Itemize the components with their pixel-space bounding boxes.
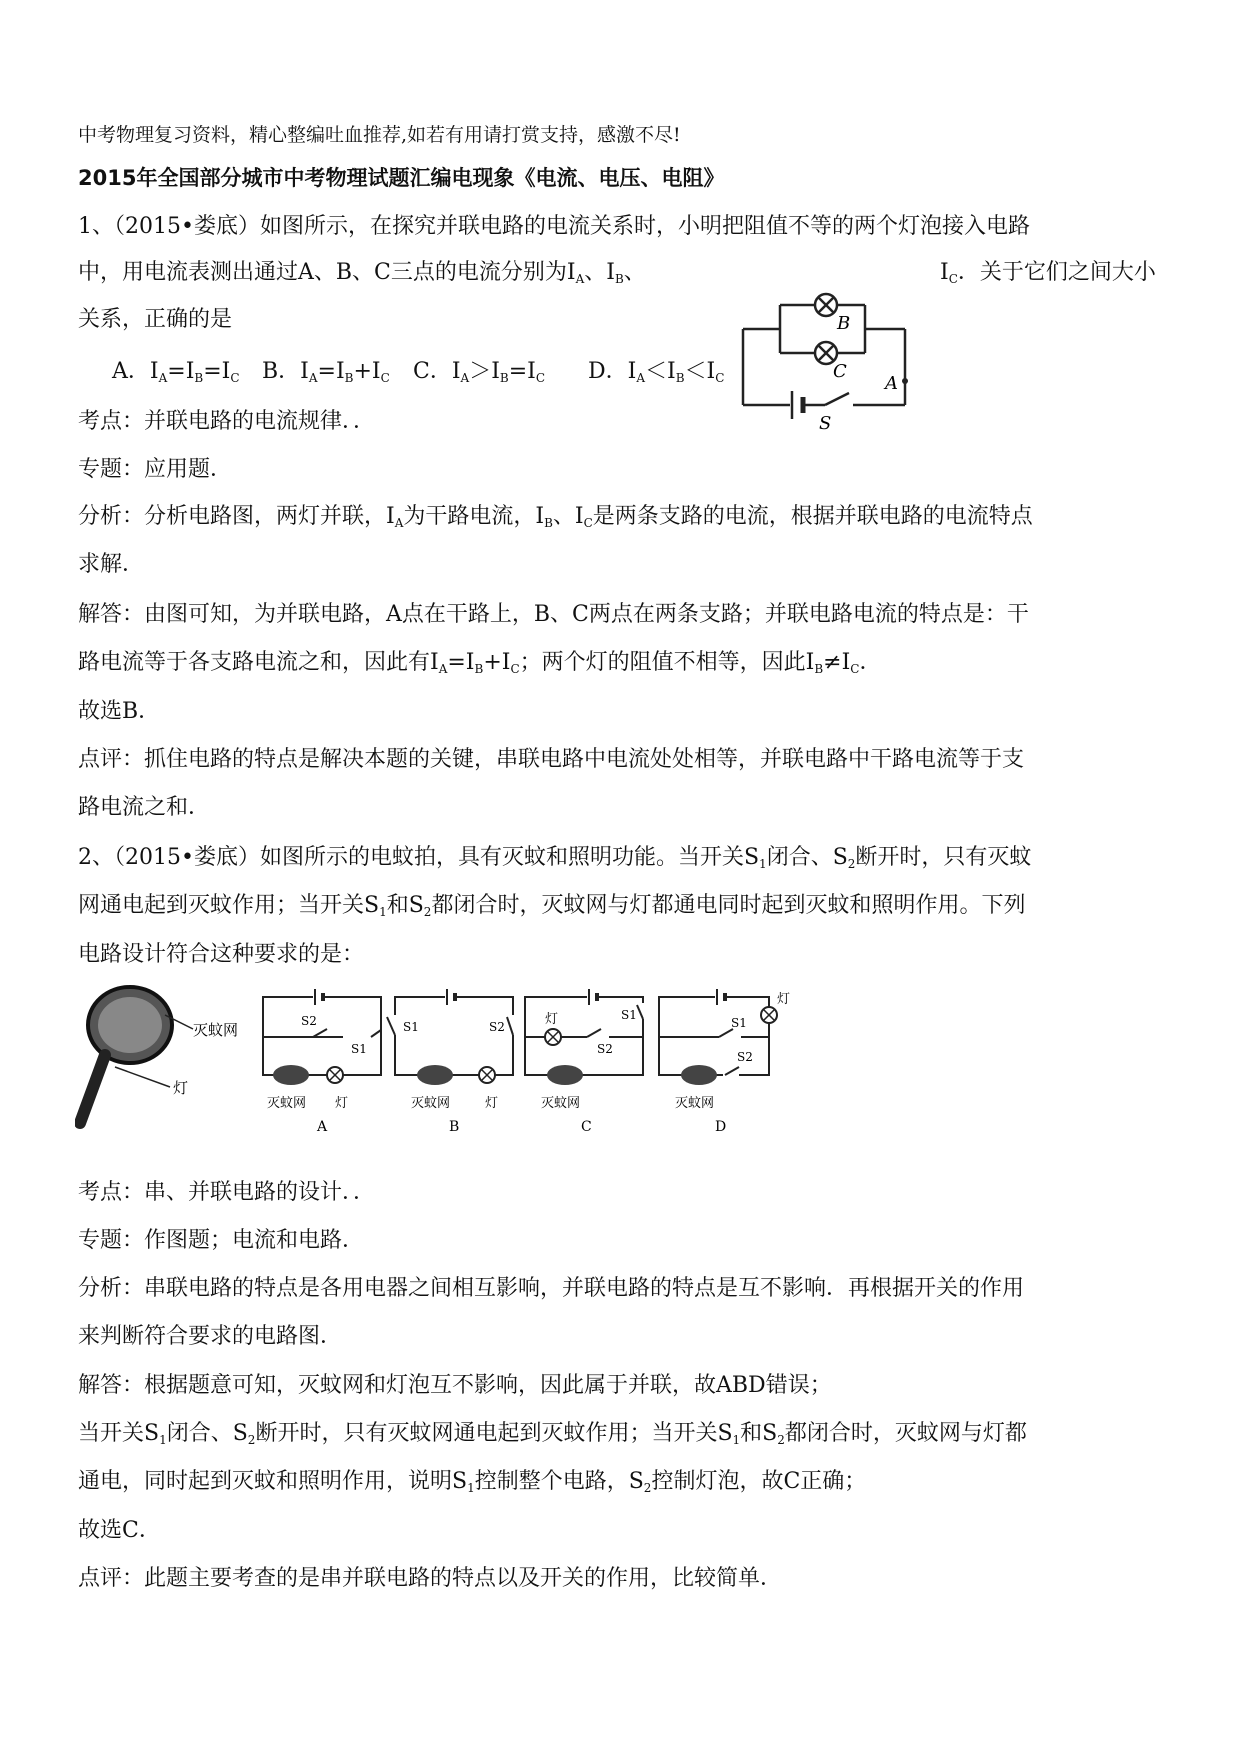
circuit-c-s2: S2 (597, 1042, 613, 1056)
q1-jieda-line1: 解答：由图可知，为并联电路，A点在干路上，B、C两点在两条支路；并联电路电流的特点是：干 (78, 602, 1029, 627)
circuit-a-s1: S1 (351, 1042, 367, 1056)
q1-dianping-line2: 路电流之和． (78, 795, 211, 820)
q2-answer: 故选C． (78, 1518, 161, 1543)
racket-lamp-label: 灯 (173, 1079, 189, 1097)
circuit-b-lamp-label: 灯 (485, 1096, 499, 1111)
circuit-c (525, 989, 646, 1135)
q2-jieda-line3: 通电，同时起到灭蚊和照明作用，说明$S_1$控制整个电路，$S_2$控制灯泡，故C正确； (78, 1469, 867, 1495)
mosquito-racket-illustration (80, 987, 193, 1123)
page-header-note: 中考物理复习资料，精心整编吐血推荐,如若有用请打赏支持，感激不尽! (78, 124, 681, 146)
circuit-a-s2: S2 (301, 1014, 317, 1028)
q2-fenxi-line2: 来判断符合要求的电路图． (78, 1324, 343, 1349)
racket-net-label: 灭蚊网 (193, 1021, 239, 1039)
circuit-d-lamp-label: 灯 (777, 992, 791, 1007)
circuit-c-s1: S1 (621, 1008, 637, 1022)
q1-zhuanti: 专题：应用题． (78, 457, 233, 482)
q1-circuit-diagram (735, 285, 915, 435)
q2-zhuanti: 专题：作图题；电流和电路． (78, 1228, 365, 1253)
circuit-b-caption: B (449, 1119, 460, 1135)
q2-dianping: 点评：此题主要考查的是串并联电路的特点以及开关的作用，比较简单． (78, 1566, 783, 1591)
point-a-dot (902, 378, 908, 384)
q1-stem-line2-tail: $I_C$．关于它们之间大小 (940, 260, 1156, 286)
circuit-d-s1: S1 (731, 1016, 747, 1030)
q2-stem-line1: 2、（2015•娄底）如图所示的电蚊拍，具有灭蚊和照明功能。当开关$S_1$闭合、$S_2$断开时，只有灭蚊 (78, 845, 1032, 871)
circuit-b-net-label: 灭蚊网 (411, 1096, 451, 1111)
circuit-d (659, 989, 790, 1135)
label-s: S (819, 413, 832, 434)
label-b: B (837, 313, 851, 334)
label-a: A (885, 373, 898, 394)
q1-kaodian: 考点：并联电路的电流规律．． (78, 409, 376, 434)
q2-jieda-line2: 当开关$S_1$闭合、$S_2$断开时，只有灭蚊网通电起到灭蚊作用；当开关$S_1$和$S_2$都闭合时，灭蚊网与灯都 (78, 1421, 1027, 1447)
q1-option-b[interactable]: B．$I_A=I_B+I_C$ (262, 359, 390, 385)
q2-kaodian: 考点：串、并联电路的设计．． (78, 1180, 376, 1205)
q1-stem-line2: 中，用电流表测出通过A、B、C三点的电流分别为$I_A$、$I_B$、 (78, 260, 646, 286)
q1-stem-line1: 1、（2015•娄底）如图所示，在探究并联电路的电流关系时，小明把阻值不等的两个灯泡接入电路 (78, 214, 1030, 239)
q1-option-c[interactable]: C．$I_A>I_B=I_C$ (413, 359, 546, 385)
circuit-b (387, 989, 516, 1135)
circuit-a-net-label: 灭蚊网 (267, 1096, 307, 1111)
q1-dianping-line1: 点评：抓住电路的特点是解决本题的关键，串联电路中电流处处相等，并联电路中干路电流等于支 (78, 747, 1025, 772)
q1-stem-line3: 关系，正确的是 (78, 307, 233, 332)
q2-fenxi-line1: 分析：串联电路的特点是各用电器之间相互影响，并联电路的特点是互不影响．再根据开关的作用 (78, 1276, 1025, 1301)
q1-answer: 故选B． (78, 699, 161, 724)
q1-fenxi-line1: 分析：分析电路图，两灯并联，$I_A$为干路电流，$I_B$、$I_C$是两条支路的电流，根据并联电路的电流特点 (78, 504, 1033, 530)
circuit-c-lamp-label: 灯 (545, 1012, 559, 1027)
circuit-d-net-label: 灭蚊网 (675, 1096, 715, 1111)
circuit-c-net-label: 灭蚊网 (541, 1096, 581, 1111)
circuit-b-s2: S2 (489, 1020, 505, 1034)
circuit-a-lamp-label: 灯 (335, 1096, 349, 1111)
circuit-a-caption: A (317, 1119, 328, 1135)
q2-stem-line2: 网通电起到灭蚊作用；当开关$S_1$和$S_2$都闭合时，灭蚊网与灯都通电同时起到灭蚊和照明作用。下列 (78, 893, 1026, 919)
page-title: 2015年全国部分城市中考物理试题汇编电现象《电流、电压、电阻》 (78, 166, 725, 190)
q2-stem-line3: 电路设计符合这种要求的是： (78, 942, 365, 967)
q1-option-a[interactable]: A．$I_A=I_B=I_C$ (112, 359, 240, 385)
circuit-c-caption: C (581, 1119, 592, 1135)
circuit-d-s2: S2 (737, 1050, 753, 1064)
q2-figure (75, 985, 885, 1135)
q1-fenxi-line2: 求解． (78, 552, 145, 577)
q2-jieda-line1: 解答：根据题意可知，灭蚊网和灯泡互不影响，因此属于并联，故ABD错误； (78, 1373, 832, 1398)
circuit-d-caption: D (715, 1119, 727, 1135)
circuit-b-s1: S1 (403, 1020, 419, 1034)
q1-option-d[interactable]: D．$I_A<I_B<I_C$ (588, 359, 725, 385)
label-c: C (833, 361, 847, 382)
q1-jieda-line2: 路电流等于各支路电流之和，因此有$I_A=I_B+I_C$；两个灯的阻值不相等，因此$I_B\ne I_C$． (78, 650, 882, 676)
circuit-a (263, 989, 381, 1135)
